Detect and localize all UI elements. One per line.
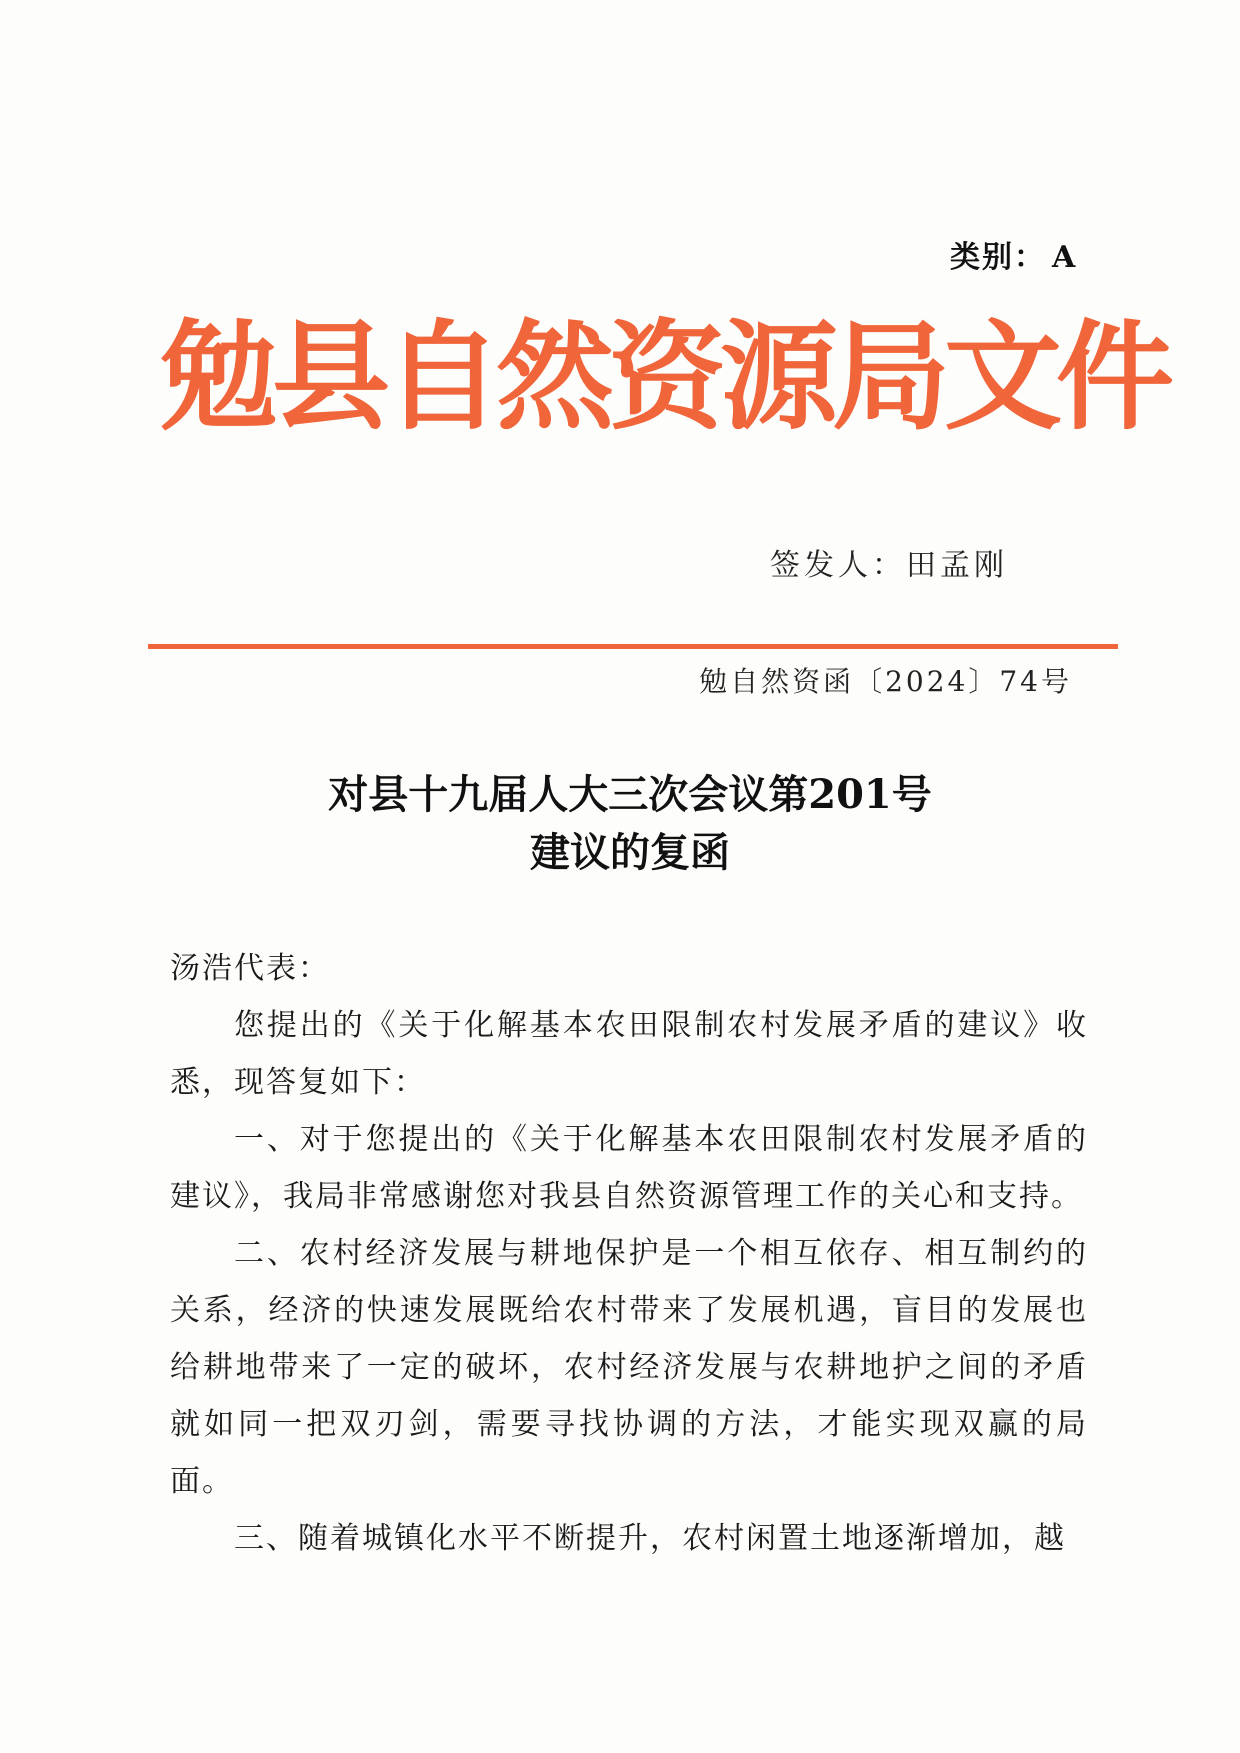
title-line-2: 建议的复函 bbox=[530, 829, 730, 876]
paragraph: 一、对于您提出的《关于化解基本农田限制农村发展矛盾的建议》，我局非常感谢您对我县自然资源管理工作的关心和支持。 bbox=[170, 1122, 1088, 1214]
document-title bbox=[160, 766, 1100, 882]
paragraph: 二、农村经济发展与耕地保护是一个相互依存、相互制约的关系，经济的快速发展既给农村带来了发展机遇，盲目的发展也给耕地带来了一定的破坏，农村经济发展与农耕地护之间的矛盾就如同一把双刃剑，需要寻找协调的方法，才能实现双赢的局面。 bbox=[170, 1236, 1088, 1499]
title-line-1: 对县十九届人大三次会议第201号 bbox=[328, 771, 932, 818]
category-label: 类别： bbox=[950, 240, 1046, 275]
category-value: A bbox=[1052, 240, 1078, 275]
salutation: 汤浩代表： bbox=[170, 951, 330, 986]
document-number: 勉自然资函〔2024〕74号 bbox=[699, 665, 1072, 698]
document-body bbox=[170, 940, 1088, 1567]
issuer-line: 签发人：田孟刚 bbox=[770, 548, 1008, 583]
category-marker bbox=[950, 232, 1077, 276]
paragraph: 您提出的《关于化解基本农田限制农村发展矛盾的建议》收悉，现答复如下： bbox=[170, 1008, 1088, 1100]
paragraph: 三、随着城镇化水平不断提升，农村闲置土地逐渐增加，越 bbox=[234, 1521, 1066, 1556]
red-divider-line bbox=[148, 644, 1118, 649]
masthead-title: 勉县自然资源局文件 bbox=[160, 307, 1169, 446]
